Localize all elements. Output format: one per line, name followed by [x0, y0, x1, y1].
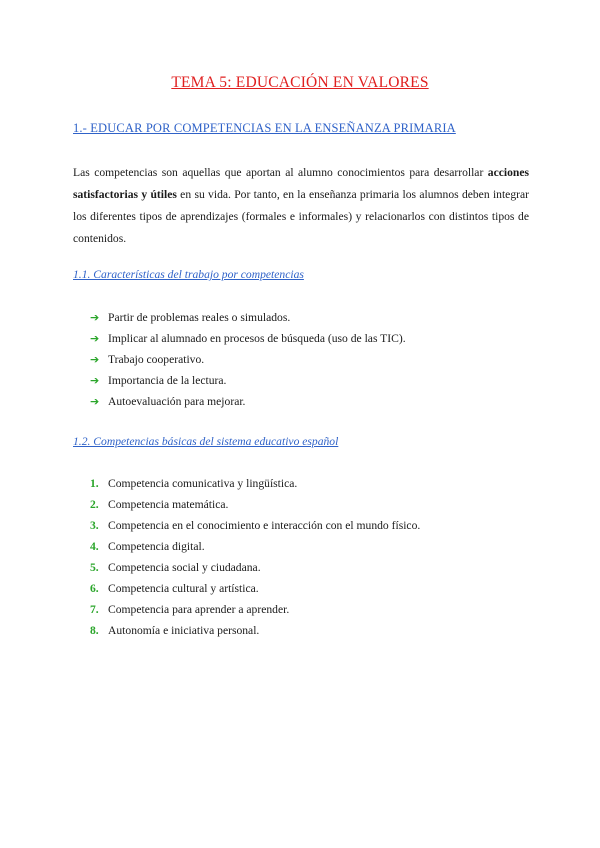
list-item — [90, 494, 420, 515]
list-item — [90, 599, 420, 620]
arrow-icon: ➔ — [90, 332, 100, 345]
list-item-text: Importancia de la lectura. — [108, 374, 227, 387]
list-item — [90, 536, 420, 557]
list-item — [90, 557, 420, 578]
list-item — [90, 349, 406, 370]
list-item-text: Competencia matemática. — [108, 498, 229, 511]
list-item-text: Autonomía e iniciativa personal. — [108, 624, 260, 637]
list-item-text: Autoevaluación para mejorar. — [108, 395, 246, 408]
list-number: 7. — [90, 603, 99, 616]
list-number: 6. — [90, 582, 99, 595]
arrow-icon: ➔ — [90, 353, 100, 366]
list-item — [90, 307, 406, 328]
subheading-basic-competences: 1.2. Competencias básicas del sistema educativo español — [73, 435, 339, 448]
list-number: 8. — [90, 624, 99, 637]
list-item — [90, 370, 406, 391]
paragraph-text: en su vida. Por tanto, en la enseñanza primaria los alumnos deben integrar los diferentes tipos de aprendizajes (formales e informales) y relacionarlos con distintos tipos de contenidos. — [73, 188, 529, 245]
list-item — [90, 473, 420, 494]
arrow-icon: ➔ — [90, 374, 100, 387]
list-item-text: Competencia cultural y artística. — [108, 582, 259, 595]
list-item-text: Competencia en el conocimiento e interacción con el mundo físico. — [108, 519, 421, 532]
list-item — [90, 620, 420, 641]
list-item-text: Implicar al alumnado en procesos de búsqueda (uso de las TIC). — [108, 332, 406, 345]
list-number: 3. — [90, 519, 99, 532]
list-item-text: Partir de problemas reales o simulados. — [108, 311, 291, 324]
list-item — [90, 515, 420, 536]
list-number: 4. — [90, 540, 99, 553]
arrow-icon: ➔ — [90, 311, 100, 324]
list-item-text: Competencia comunicativa y lingüística. — [108, 477, 298, 490]
subheading-characteristics: 1.1. Características del trabajo por competencias — [73, 268, 304, 281]
paragraph-text: Las competencias son aquellas que aportan al alumno conocimientos para desarrollar — [73, 166, 488, 179]
list-number: 2. — [90, 498, 99, 511]
list-item-text: Trabajo cooperativo. — [108, 353, 205, 366]
list-item-text: Competencia digital. — [108, 540, 205, 553]
arrow-icon: ➔ — [90, 395, 100, 408]
list-number: 1. — [90, 477, 99, 490]
bullet-list — [90, 307, 406, 412]
list-item-text: Competencia para aprender a aprender. — [108, 603, 290, 616]
list-item-text: Competencia social y ciudadana. — [108, 561, 261, 574]
list-item — [90, 391, 406, 412]
list-number: 5. — [90, 561, 99, 574]
page-title: TEMA 5: EDUCACIÓN EN VALORES — [171, 74, 429, 91]
paragraph-bold-text: acciones satisfactorias y útiles — [73, 166, 529, 201]
list-item — [90, 578, 420, 599]
numbered-list — [90, 473, 420, 641]
list-item — [90, 328, 406, 349]
intro-paragraph — [73, 162, 529, 250]
section-heading: 1.- EDUCAR POR COMPETENCIAS EN LA ENSEÑANZA PRIMARIA — [73, 121, 456, 135]
